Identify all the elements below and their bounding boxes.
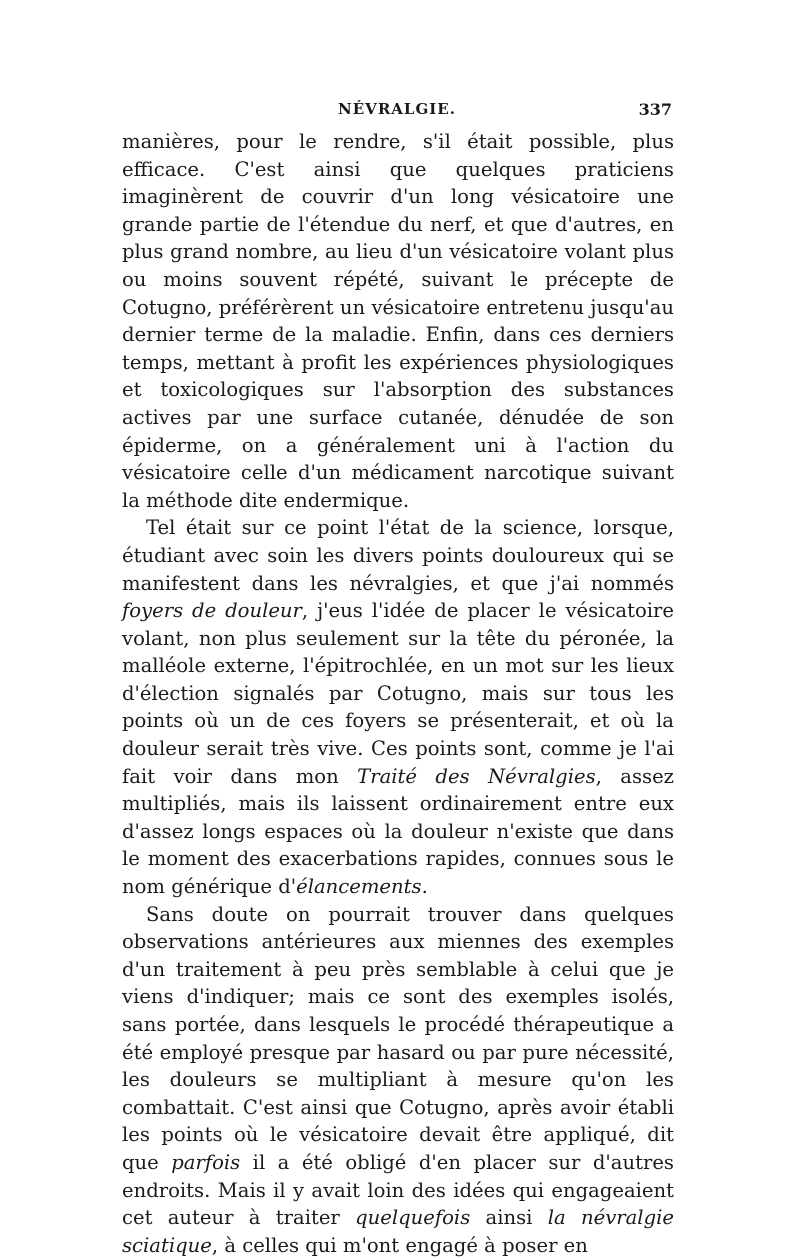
italic-term-quelquefois: quelquefois — [355, 1206, 471, 1230]
text-segment: Tel était sur ce point l'état de la science, lorsque, étudiant avec soin les divers points douloureux qui se manifestent dans les névralgies, et que j'ai nommés — [122, 516, 674, 595]
page-header — [122, 100, 672, 124]
running-head: NÉVRALGIE. — [338, 100, 456, 118]
paragraph-2 — [122, 514, 674, 900]
text-segment: , à celles qui m'ont engagé à poser en — [211, 1233, 588, 1257]
text-segment: il a été obligé d'en placer sur d'autres endroits. Mais il y avait loin des idées qui engageaient cet auteur à traiter — [122, 1150, 674, 1230]
paragraph-3 — [122, 901, 674, 1259]
italic-term-foyers-de-douleur: foyers de douleur — [122, 599, 302, 623]
italic-title-traite-des-nevralgies: Traité des Névralgies — [357, 764, 596, 788]
text-segment: . — [421, 875, 428, 899]
body-text — [122, 128, 674, 1259]
italic-term-elancements: élancements — [296, 875, 422, 899]
paragraph-1 — [122, 128, 674, 514]
text-segment: manières, pour le rendre, s'il était possible, plus efficace. C'est ainsi que quelques praticiens imaginèrent de couvrir d'un long vésicatoire une grande partie de l'étendue du nerf, et que d'autres, en plus grand nombre, au lieu d'un vésicatoire volant plus ou moins souvent répété, suivant le précepte de Cotugno, préférèrent un vésicatoire entretenu jusqu'au dernier terme de la maladie. Enfin, dans ces derniers temps, mettant à profit les expériences physiologiques et toxicologiques sur l'absorption des substances actives par une surface cutanée, dénudée de son épiderme, on a généralement uni à l'action du vésicatoire celle d'un médicament narcotique suivant la méthode dite endermique. — [122, 130, 674, 512]
italic-term-la-nevralgie-sciatique: la névralgie sciatique — [122, 1206, 674, 1257]
italic-term-parfois: parfois — [171, 1150, 241, 1174]
text-segment: , assez multipliés, mais ils laissent ordinairement entre eux d'assez longs espaces où la douleur n'existe que dans le moment des exacerbations rapides, connues sous le nom générique d' — [122, 764, 674, 899]
text-segment: ainsi — [470, 1206, 548, 1230]
text-segment: , j'eus l'idée de placer le vésicatoire volant, non plus seulement sur la tête du péronée, la malléole externe, l'épitrochlée, en un mot sur les lieux d'élection signalés par Cotugno, mais sur tous les points où un de ces foyers se présenterait, et où la douleur serait très vive. Ces points sont, comme je l'ai fait voir dans mon — [122, 599, 674, 788]
text-segment: Sans doute on pourrait trouver dans quelques observations antérieures aux miennes des exemples d'un traitement à peu près semblable à celui que je viens d'indiquer; mais ce sont des exemples isolés, sans portée, dans lesquels le procédé thérapeutique a été employé presque par hasard ou par pure nécessité, les douleurs se multipliant à mesure qu'on les combattait. C'est ainsi que Cotugno, après avoir établi les points où le vésicatoire devait être appliqué, dit que — [122, 902, 674, 1174]
page-number: 337 — [638, 100, 672, 119]
